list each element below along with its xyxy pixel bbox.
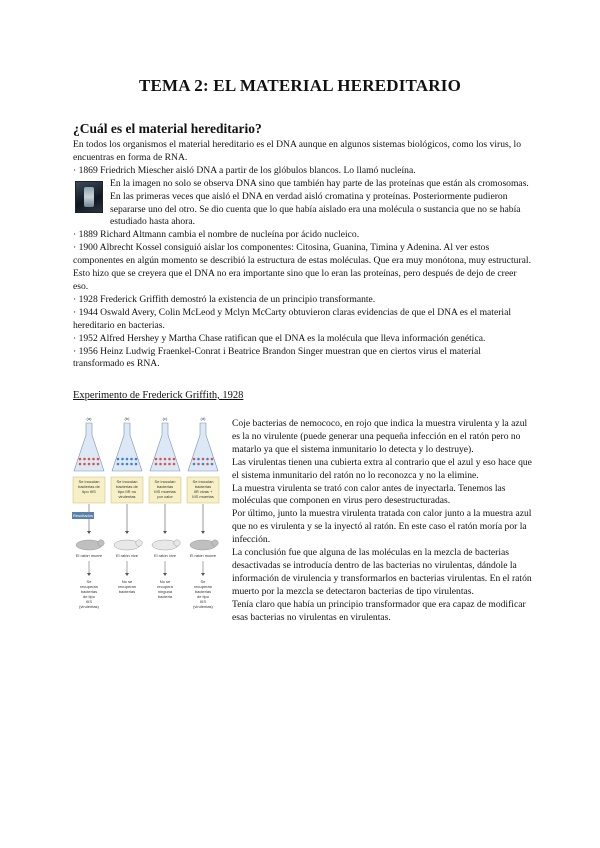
condition-text: Se inoculan	[192, 479, 214, 484]
experiment-title: Experimento de Frederick Griffith, 1928	[73, 390, 244, 401]
outcome-text: recuperan	[117, 584, 137, 589]
condition-text: IIR vivas +	[193, 489, 213, 494]
panel-label-3: (d)	[200, 416, 206, 421]
experiment-paragraph-1: Coje bacterias de nemococo, en rojo que indica la muestra virulenta y la azul es la no virulente (puede generar una pequeña infección en el ratón pero no matarlo ya que el sistema inmunitario lo detecta y lo destruye).	[232, 418, 528, 455]
outcome-text: recupera	[157, 584, 173, 589]
panel-label-0: (a)	[86, 416, 92, 421]
outcome-text: ninguna	[157, 589, 173, 594]
experiment-paragraph-2: Las virulentas tienen una cubierta extra al contrario que el azul y eso hace que el sistema inmunitario del ratón no lo reconozca y no la elimine.	[232, 456, 532, 481]
history-body	[73, 139, 533, 371]
outcome-text: bacteria	[157, 594, 173, 599]
outcome-text: IIIS	[85, 599, 93, 604]
experiment-paragraph-6: Tenía claro que había un principio transformador que era capaz de modificar esas bacterias no virulentas en virulentas.	[232, 598, 526, 623]
item-1952: · 1952 Alfred Hershey y Martha Chase ratifican que el DNA es la molécula que lleva información genética.	[73, 332, 486, 344]
outcome-text: de tipo	[196, 594, 210, 599]
condition-text: Se inoculan	[154, 479, 176, 484]
outcome-text: bacterias	[118, 589, 136, 594]
outcome-text: (virulentas)	[193, 604, 213, 609]
condition-text: bacterias	[156, 484, 174, 489]
mouse-state-1: El ratón vive	[115, 553, 139, 558]
condition-text: tipo IIR no	[117, 489, 137, 494]
condition-text: por calor	[157, 494, 173, 499]
page-title: TEMA 2: EL MATERIAL HEREDITARIO	[138, 76, 461, 95]
experiment-paragraph-4: Por último, junto la muestra virulenta tratada con calor junto a la muestra azul que no es virulenta y se la inyectó al ratón. En este caso el ratón moría por la infección.	[232, 508, 532, 546]
outcome-text: recuperan	[193, 584, 213, 589]
outcome-text: No se	[159, 579, 171, 584]
outcome-text: (virulentas)	[79, 604, 99, 609]
dna-image-text: En la imagen no solo se observa DNA sino que también hay parte de las proteínas que están als cromosomas. En las primeras veces que aisló el DNA en verdad aisló cromatina y proteínas. Posteriormente pudieron separarse uno del otro. Se dio cuenta que lo que había aislado era una molécula o sustancia que no se había estudiado hasta ahora.	[110, 177, 529, 228]
mouse-state-0: El ratón muere	[75, 553, 103, 558]
mouse-state-3: El ratón muere	[189, 553, 217, 558]
condition-text: IIIS muertas	[192, 494, 214, 499]
item-1928: · 1928 Frederick Griffith demostró la existencia de un principio transformante.	[73, 293, 376, 305]
dna-sample-image	[75, 181, 103, 213]
condition-text: bacterias de	[78, 484, 100, 489]
outcome-text: de tipo	[82, 594, 96, 599]
condition-text: Se inoculan	[116, 479, 138, 484]
intro-paragraph: En todos los organismos el material hereditario es el DNA aunque en algunos sistemas biológicos, como los virus, lo encuentras en forma de RNA.	[73, 139, 521, 163]
condition-text: IIIS muertas	[154, 489, 176, 494]
experiment-paragraph-3: La muestra virulenta se trató con calor antes de inyectarla. Tenemos las moléculas que componen en virus pero desestructuradas.	[232, 482, 506, 507]
panel-label-1: (b)	[124, 416, 130, 421]
condition-text: virulentas	[118, 494, 136, 499]
condition-text: bacterias	[194, 484, 212, 489]
section-title: ¿Cuál es el material hereditario?	[73, 121, 262, 136]
results-label: Resultados	[72, 513, 94, 518]
experiment-paragraph-5: La conclusión fue que alguna de las moléculas en la mezcla de bacterias desactivadas se introducía dentro de las bacterias no virulentas, dándole la información de virulencia y transformarlos en bacterias virulentas. En el ratón muerto por la mezcla se detectaron bacterias de tipo virulentas.	[232, 547, 532, 597]
item-1869: · 1869 Friedrich Miescher aisló DNA a partir de los glóbulos blancos. Lo llamó nucleína.	[73, 164, 416, 176]
mouse-state-2: El ratón vive	[153, 553, 177, 558]
condition-text: Se inoculan	[78, 479, 100, 484]
outcome-text: Se	[86, 579, 92, 584]
outcome-text: IIIS	[199, 599, 207, 604]
outcome-text: recuperan	[79, 584, 99, 589]
experiment-text	[73, 418, 533, 625]
item-1956: · 1956 Heinz Ludwig Fraenkel-Conrat i Beatrice Brandon Singer muestran que en ciertos virus el material transformado es RNA.	[73, 345, 481, 370]
item-1944: · 1944 Oswald Avery, Colin McLeod y Mclyn McCarty obtuvieron claras evidencias de que el DNA es el material hereditario en bacterias.	[73, 306, 511, 331]
panel-label-2: (c)	[162, 416, 168, 421]
outcome-text: Se	[200, 579, 206, 584]
outcome-text: No se	[121, 579, 133, 584]
dna-image-note	[73, 178, 533, 230]
condition-text: bacterias de	[116, 484, 138, 489]
item-1889: · 1889 Richard Altmann cambia el nombre de nucleína por ácido nucleico.	[73, 229, 360, 241]
outcome-text: bacterias	[80, 589, 98, 594]
item-1900: · 1900 Albrecht Kossel consiguió aislar los componentes: Citosina, Guanina, Timina y Adenina. Al ver estos componentes en algún momento se describió la estructura de estas moléculas. Que era muy monótona, muy estructural. Esto hizo que se creyera que el DNA no era importante sino que lo eran las proteínas, pero después de dejo de creer eso.	[73, 242, 531, 292]
outcome-text: bacterias	[194, 589, 212, 594]
condition-text: tipo IIIS	[82, 489, 96, 494]
